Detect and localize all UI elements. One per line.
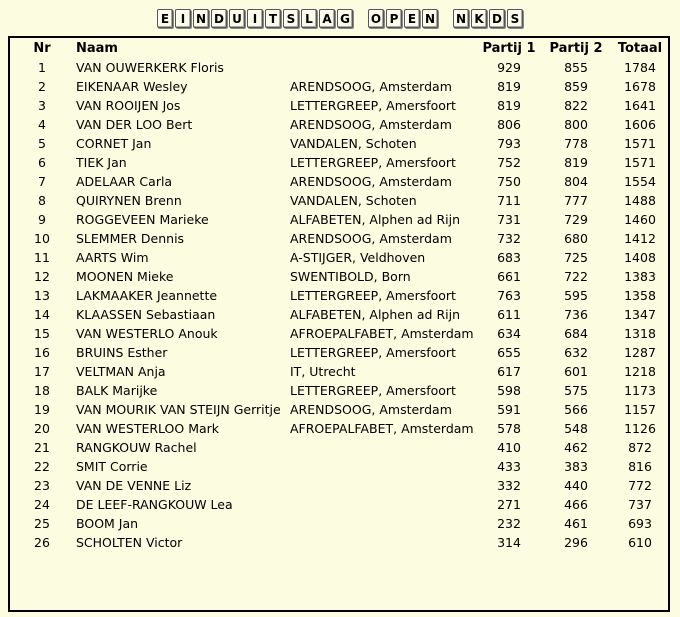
cell-naam: VAN ROOIJEN Jos	[76, 98, 181, 113]
letter-tile: E	[157, 9, 173, 28]
cell-nr: 8	[38, 193, 46, 208]
cell-partij-2: 632	[564, 345, 588, 360]
table-row	[10, 305, 668, 324]
cell-partij-1: 819	[497, 98, 521, 113]
cell-partij-1: 578	[497, 421, 521, 436]
cell-totaal: 1173	[624, 383, 656, 398]
cell-naam: VAN DE VENNE Liz	[76, 478, 192, 493]
letter-tile: P	[386, 9, 402, 28]
cell-partij-1: 611	[497, 307, 521, 322]
cell-partij-1: 732	[497, 231, 521, 246]
cell-nr: 17	[34, 364, 50, 379]
cell-totaal: 1157	[624, 402, 656, 417]
cell-club: ALFABETEN, Alphen ad Rijn	[290, 307, 461, 322]
cell-partij-2: 684	[564, 326, 588, 341]
cell-nr: 4	[38, 117, 46, 132]
header-partij-2: Partij 2	[549, 41, 603, 56]
cell-totaal: 1218	[624, 364, 656, 379]
letter-tile: T	[265, 9, 281, 28]
cell-naam: BRUINS Esther	[76, 345, 168, 360]
cell-nr: 18	[34, 383, 50, 398]
table-row	[10, 191, 668, 210]
cell-nr: 7	[38, 174, 46, 189]
cell-nr: 20	[34, 421, 50, 436]
cell-club: ARENDSOOG, Amsterdam	[290, 402, 452, 417]
letter-tile: O	[368, 9, 384, 28]
table-row	[10, 343, 668, 362]
cell-club: VANDALEN, Schoten	[290, 193, 417, 208]
table-row	[10, 115, 668, 134]
cell-totaal: 1488	[624, 193, 656, 208]
cell-club: LETTERGREEP, Amersfoort	[290, 345, 456, 360]
cell-partij-1: 793	[497, 136, 521, 151]
cell-partij-2: 296	[564, 535, 588, 550]
cell-club: LETTERGREEP, Amersfoort	[290, 288, 456, 303]
cell-totaal: 1606	[624, 117, 656, 132]
table-row	[10, 533, 668, 552]
cell-totaal: 610	[628, 535, 652, 550]
cell-club: AFROEPALFABET, Amsterdam	[290, 421, 474, 436]
cell-partij-2: 595	[564, 288, 588, 303]
cell-nr: 22	[34, 459, 50, 474]
cell-club: SWENTIBOLD, Born	[290, 269, 411, 284]
table-row	[10, 514, 668, 533]
cell-nr: 15	[34, 326, 50, 341]
cell-partij-2: 466	[564, 497, 588, 512]
cell-club: LETTERGREEP, Amersfoort	[290, 98, 456, 113]
cell-club: ALFABETEN, Alphen ad Rijn	[290, 212, 461, 227]
cell-club: VANDALEN, Schoten	[290, 136, 417, 151]
cell-partij-2: 855	[564, 60, 588, 75]
letter-tile: I	[247, 9, 263, 28]
cell-naam: BALK Marijke	[76, 383, 158, 398]
cell-naam: BOOM Jan	[76, 516, 139, 531]
letter-tile: E	[404, 9, 420, 28]
cell-nr: 3	[38, 98, 46, 113]
cell-totaal: 772	[628, 478, 652, 493]
cell-partij-1: 271	[497, 497, 521, 512]
cell-partij-1: 731	[497, 212, 521, 227]
cell-partij-2: 383	[564, 459, 588, 474]
cell-partij-1: 763	[497, 288, 521, 303]
cell-partij-2: 566	[564, 402, 588, 417]
cell-partij-2: 729	[564, 212, 588, 227]
cell-naam: VAN WESTERLO Anouk	[76, 326, 218, 341]
cell-totaal: 737	[628, 497, 652, 512]
table-row	[10, 58, 668, 77]
cell-partij-2: 461	[564, 516, 588, 531]
cell-totaal: 1408	[624, 250, 656, 265]
table-row	[10, 134, 668, 153]
cell-totaal: 693	[628, 516, 652, 531]
page-title	[0, 9, 680, 28]
table-header-row	[10, 39, 668, 58]
table-row	[10, 267, 668, 286]
letter-tile: N	[453, 9, 469, 28]
cell-partij-1: 598	[497, 383, 521, 398]
cell-naam: VAN MOURIK VAN STEIJN Gerritje	[76, 402, 281, 417]
cell-partij-1: 806	[497, 117, 521, 132]
cell-totaal: 1358	[624, 288, 656, 303]
cell-totaal: 1383	[624, 269, 656, 284]
cell-partij-2: 822	[564, 98, 588, 113]
cell-naam: VAN DER LOO Bert	[76, 117, 193, 132]
cell-totaal: 1571	[624, 155, 656, 170]
letter-tile: A	[319, 9, 335, 28]
table-row	[10, 153, 668, 172]
cell-nr: 6	[38, 155, 46, 170]
table-row	[10, 400, 668, 419]
cell-totaal: 1784	[624, 60, 656, 75]
letter-tile: G	[337, 9, 353, 28]
cell-club: IT, Utrecht	[290, 364, 356, 379]
cell-nr: 25	[34, 516, 50, 531]
cell-club: LETTERGREEP, Amersfoort	[290, 155, 456, 170]
table-row	[10, 77, 668, 96]
cell-nr: 13	[34, 288, 50, 303]
cell-naam: TIEK Jan	[76, 155, 127, 170]
cell-naam: SCHOLTEN Victor	[76, 535, 183, 550]
letter-tile: N	[193, 9, 209, 28]
cell-naam: DE LEEF-RANGKOUW Lea	[76, 497, 233, 512]
title-word	[157, 9, 353, 28]
table-row	[10, 229, 668, 248]
cell-nr: 16	[34, 345, 50, 360]
cell-naam: ADELAAR Carla	[76, 174, 173, 189]
table-row	[10, 172, 668, 191]
table-row	[10, 457, 668, 476]
cell-partij-2: 601	[564, 364, 588, 379]
cell-partij-2: 859	[564, 79, 588, 94]
table-row	[10, 362, 668, 381]
table-row	[10, 324, 668, 343]
cell-naam: ROGGEVEEN Marieke	[76, 212, 209, 227]
cell-nr: 2	[38, 79, 46, 94]
cell-partij-1: 314	[497, 535, 521, 550]
cell-naam: QUIRYNEN Brenn	[76, 193, 182, 208]
table-row	[10, 381, 668, 400]
cell-nr: 9	[38, 212, 46, 227]
cell-partij-1: 655	[497, 345, 521, 360]
cell-partij-2: 722	[564, 269, 588, 284]
cell-partij-2: 800	[564, 117, 588, 132]
table-row	[10, 96, 668, 115]
cell-totaal: 1678	[624, 79, 656, 94]
cell-nr: 19	[34, 402, 50, 417]
cell-partij-1: 591	[497, 402, 521, 417]
cell-naam: CORNET Jan	[76, 136, 152, 151]
letter-tile: I	[175, 9, 191, 28]
cell-totaal: 1126	[624, 421, 656, 436]
cell-partij-1: 433	[497, 459, 521, 474]
cell-partij-1: 750	[497, 174, 521, 189]
cell-nr: 23	[34, 478, 50, 493]
cell-partij-2: 804	[564, 174, 588, 189]
letter-tile: D	[489, 9, 505, 28]
cell-naam: KLAASSEN Sebastiaan	[76, 307, 216, 322]
cell-nr: 24	[34, 497, 50, 512]
cell-nr: 14	[34, 307, 50, 322]
cell-club: ARENDSOOG, Amsterdam	[290, 79, 452, 94]
results-table	[8, 36, 670, 612]
cell-partij-2: 778	[564, 136, 588, 151]
cell-partij-1: 617	[497, 364, 521, 379]
cell-totaal: 1318	[624, 326, 656, 341]
cell-nr: 11	[34, 250, 50, 265]
header-partij-1: Partij 1	[482, 41, 536, 56]
letter-tile: L	[301, 9, 317, 28]
letter-tile: N	[422, 9, 438, 28]
cell-naam: AARTS Wim	[76, 250, 149, 265]
cell-naam: SMIT Corrie	[76, 459, 148, 474]
cell-partij-2: 462	[564, 440, 588, 455]
header-totaal: Totaal	[617, 41, 663, 56]
cell-partij-1: 683	[497, 250, 521, 265]
letter-tile: U	[229, 9, 245, 28]
table-row	[10, 495, 668, 514]
cell-club: ARENDSOOG, Amsterdam	[290, 231, 452, 246]
cell-partij-1: 752	[497, 155, 521, 170]
header-nr: Nr	[33, 41, 51, 56]
table-row	[10, 476, 668, 495]
table-row	[10, 419, 668, 438]
title-word	[453, 9, 523, 28]
cell-partij-1: 232	[497, 516, 521, 531]
cell-totaal: 816	[628, 459, 652, 474]
cell-club: LETTERGREEP, Amersfoort	[290, 383, 456, 398]
cell-club: A-STIJGER, Veldhoven	[290, 250, 426, 265]
cell-totaal: 1641	[624, 98, 656, 113]
cell-partij-2: 725	[564, 250, 588, 265]
cell-naam: EIKENAAR Wesley	[76, 79, 188, 94]
cell-naam: LAKMAAKER Jeannette	[76, 288, 218, 303]
cell-partij-2: 548	[564, 421, 588, 436]
cell-partij-2: 440	[564, 478, 588, 493]
table-row	[10, 286, 668, 305]
letter-tile: K	[471, 9, 487, 28]
cell-partij-1: 634	[497, 326, 521, 341]
cell-partij-1: 410	[497, 440, 521, 455]
table-row	[10, 438, 668, 457]
cell-partij-1: 929	[497, 60, 521, 75]
cell-club: AFROEPALFABET, Amsterdam	[290, 326, 474, 341]
header-naam: Naam	[76, 41, 118, 56]
letter-tile: S	[507, 9, 523, 28]
cell-nr: 21	[34, 440, 50, 455]
title-word	[368, 9, 438, 28]
table-row	[10, 210, 668, 229]
cell-nr: 10	[34, 231, 50, 246]
cell-partij-1: 661	[497, 269, 521, 284]
cell-partij-2: 736	[564, 307, 588, 322]
cell-totaal: 1347	[624, 307, 656, 322]
cell-naam: RANGKOUW Rachel	[76, 440, 197, 455]
cell-partij-2: 819	[564, 155, 588, 170]
cell-nr: 5	[38, 136, 46, 151]
cell-naam: VELTMAN Anja	[76, 364, 166, 379]
cell-totaal: 1287	[624, 345, 656, 360]
cell-partij-2: 575	[564, 383, 588, 398]
cell-partij-2: 680	[564, 231, 588, 246]
cell-totaal: 1460	[624, 212, 656, 227]
cell-naam: SLEMMER Dennis	[76, 231, 185, 246]
cell-partij-1: 711	[497, 193, 521, 208]
cell-club: ARENDSOOG, Amsterdam	[290, 117, 452, 132]
letter-tile: S	[283, 9, 299, 28]
cell-nr: 26	[34, 535, 50, 550]
cell-naam: MOONEN Mieke	[76, 269, 174, 284]
cell-totaal: 1412	[624, 231, 656, 246]
letter-tile: D	[211, 9, 227, 28]
table-row	[10, 248, 668, 267]
cell-partij-1: 332	[497, 478, 521, 493]
cell-nr: 12	[34, 269, 50, 284]
cell-nr: 1	[38, 60, 46, 75]
cell-totaal: 1571	[624, 136, 656, 151]
cell-naam: VAN WESTERLOO Mark	[76, 421, 220, 436]
cell-naam: VAN OUWERKERK Floris	[76, 60, 224, 75]
cell-totaal: 1554	[624, 174, 656, 189]
cell-partij-1: 819	[497, 79, 521, 94]
cell-partij-2: 777	[564, 193, 588, 208]
cell-club: ARENDSOOG, Amsterdam	[290, 174, 452, 189]
cell-totaal: 872	[628, 440, 652, 455]
